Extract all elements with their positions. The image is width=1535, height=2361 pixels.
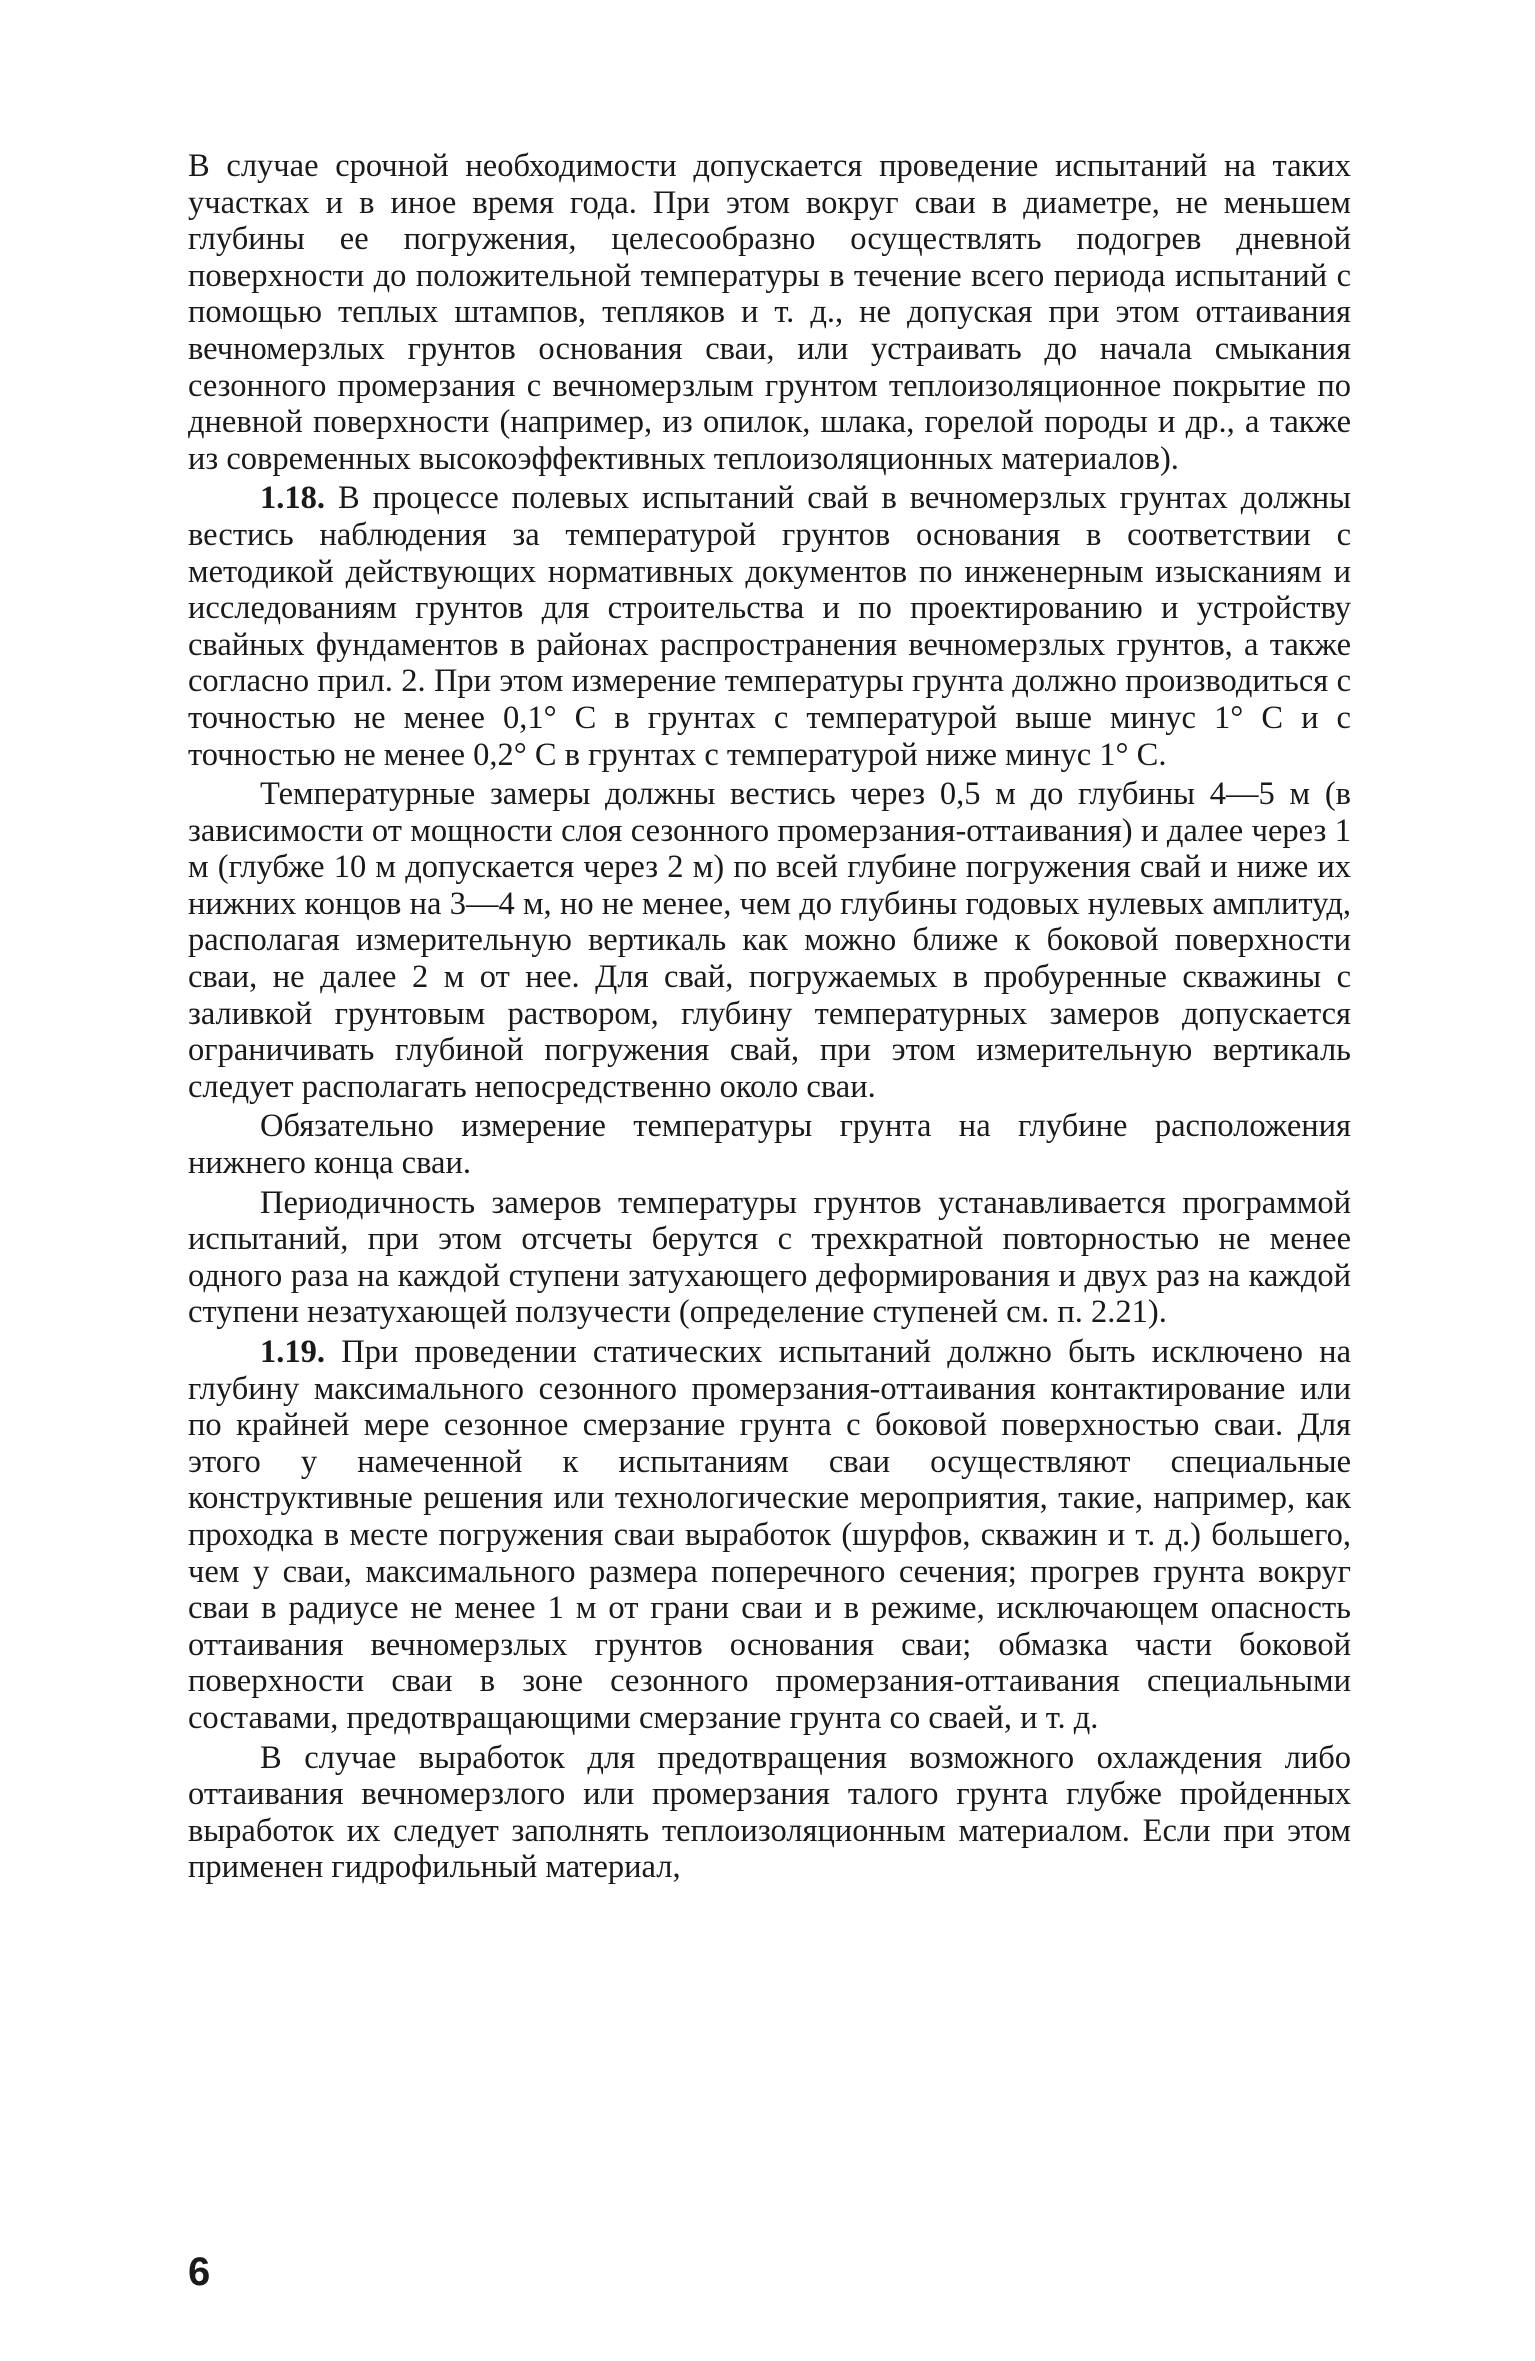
paragraph-mandatory-measurement (188, 1108, 1351, 1181)
paragraph-measurement-frequency (188, 1185, 1351, 1331)
paragraph-intro (188, 148, 1351, 477)
paragraph-text: В случае выработок для предотвращения возможного охлаждения либо оттаивания вечномерзлого или промерзания талого грунта глубже пройденных выработок их следует заполнять теплоизоляционным материалом. Если при этом применен гидрофильный материал, (188, 1739, 1351, 1886)
section-number: 1.19. (260, 1334, 325, 1370)
section-number: 1.18. (260, 480, 325, 517)
page-number: 6 (188, 2250, 211, 2294)
paragraph-text: Периодичность замеров температуры грунтов устанавливается программой испытаний, при этом отсчеты берутся с трехкратной повторностью не менее одного раза на каждой ступени затухающего деформирования и двух раз на каждой ступени незатухающей ползучести (определение ступеней см. п. 2.21). (188, 1184, 1351, 1331)
paragraph-text: При проведении статических испытаний должно быть исключено на глубину максимального сезонного промерзания-оттаивания контактирование или по крайней мере сезонное смерзание грунта с боковой поверхностью сваи. Для этого у намеченной к испытаниям сваи осуществляют специальные конструктивные решения или технологические мероприятия, такие, например, как проходка в месте погружения сваи выработок (шурфов, скважин и т. д.) большего, чем у сваи, максимального размера поперечного сечения; прогрев грунта вокруг сваи в радиусе не менее 1 м от грани сваи и в режиме, исключающем опасность оттаивания вечномерзлых грунтов основания сваи; обмазка части боковой поверхности сваи в зоне сезонного промерзания-оттаивания специальными составами, предотвращающими смерзание грунта со сваей, и т. д. (188, 1334, 1351, 1736)
paragraph-text: В процессе полевых испытаний свай в вечномерзлых грунтах должны вестись наблюдения за температурой грунтов основания в соответствии с методикой действующих нормативных документов по инженерным изысканиям и исследованиям грунтов для строительства и по проектированию и устройству свайных фундаментов в районах распространения вечномерзлых грунтов, а также согласно прил. 2. При этом измерение температуры грунта должно производиться с точностью не менее 0,1° С в грунтах с температурой выше минус 1° С и с точностью не менее 0,2° С в грунтах с температурой ниже минус 1° С. (188, 480, 1351, 773)
paragraph-text: В случае срочной необходимости допускается проведение испытаний на таких участках и в иное время года. При этом вокруг сваи в диаметре, не меньшем глубины ее погружения, целесообразно осуществлять подогрев дневной поверхности до положительной температуры в течение всего периода испытаний с помощью теплых штампов, тепляков и т. д., не допуская при этом оттаивания вечномерзлых грунтов основания сваи, или устраивать до начала смыкания сезонного промерзания с вечномерзлым грунтом теплоизоляционное покрытие по дневной поверхности (например, из опилок, шлака, горелой породы и др., а также из современных высокоэффективных теплоизоляционных материалов). (188, 148, 1351, 477)
paragraph-section-1-19 (188, 1334, 1351, 1737)
paragraph-section-1-18 (188, 480, 1351, 773)
paragraph-excavation-case (188, 1740, 1351, 1886)
paragraph-temperature-measurements (188, 776, 1351, 1105)
paragraph-text: Температурные замеры должны вестись через 0,5 м до глубины 4—5 м (в зависимости от мощности слоя сезонного промерзания-оттаивания) и далее через 1 м (глубже 10 м допускается через 2 м) по всей глубине погружения свай и ниже их нижних концов на 3—4 м, но не менее, чем до глубины годовых нулевых амплитуд, располагая измерительную вертикаль как можно ближе к боковой поверхности сваи, не далее 2 м от нее. Для свай, погружаемых в пробуренные скважины с заливкой грунтовым раствором, глубину температурных замеров допускается ограничивать глубиной погружения свай, при этом измерительную вертикаль следует располагать непосредственно около сваи. (188, 776, 1351, 1105)
paragraph-text: Обязательно измерение температуры грунта на глубине расположения нижнего конца сваи. (188, 1108, 1351, 1182)
page-body (188, 148, 1351, 1886)
